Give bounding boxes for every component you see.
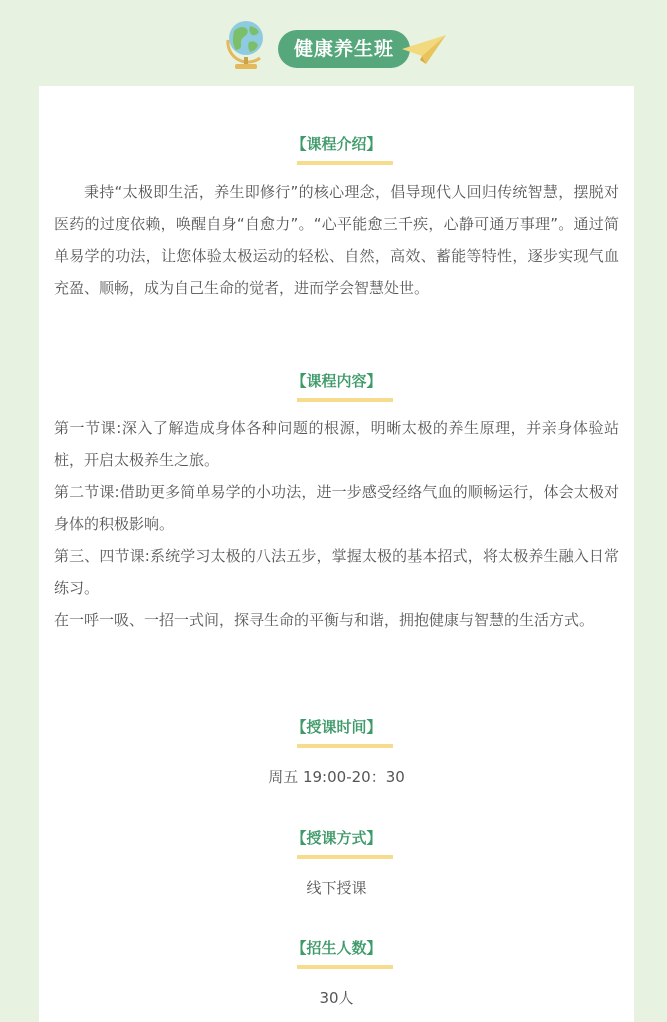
time-value: 周五 19:00-20：30 <box>268 768 405 786</box>
time-heading-underline <box>297 744 393 748</box>
intro-heading: 【课程介绍】 <box>291 135 382 153</box>
content-list <box>54 412 619 636</box>
header <box>0 0 667 84</box>
mode-heading-underline <box>297 855 393 859</box>
time-heading: 【授课时间】 <box>291 718 382 736</box>
content-item: 第一节课:深入了解造成身体各种问题的根源，明晰太极的养生原理，并亲身体验站桩，开启太极养生之旅。 <box>54 419 619 469</box>
content-item: 第三、四节课:系统学习太极的八法五步，掌握太极的基本招式，将太极养生融入日常练习。 <box>54 547 619 597</box>
enroll-heading: 【招生人数】 <box>291 939 382 957</box>
content-card <box>39 86 634 1022</box>
mode-value: 线下授课 <box>306 879 367 897</box>
paper-plane-icon <box>400 32 448 66</box>
content-item: 在一呼一吸、一招一式间，探寻生命的平衡与和谐，拥抱健康与智慧的生活方式。 <box>54 611 595 629</box>
content-item: 第二节课:借助更多简单易学的小功法，进一步感受经络气血的顺畅运行，体会太极对身体的积极影响。 <box>54 483 619 533</box>
intro-heading-underline <box>297 161 393 165</box>
enroll-value: 30人 <box>319 989 354 1007</box>
content-heading: 【课程内容】 <box>291 372 382 390</box>
intro-paragraph: 秉持“太极即生活，养生即修行”的核心理念，倡导现代人回归传统智慧，摆脱对医药的过度依赖，唤醒自身“自愈力”。“心平能愈三千疾，心静可通万事理”。通过简单易学的功法，让您体验太极运动的轻松、自然，高效、蓄能等特性，逐步实现气血充盈、顺畅，成为自己生命的觉者，进而学会智慧处世。 <box>54 183 619 297</box>
mode-heading: 【授课方式】 <box>291 829 382 847</box>
page-title: 健康养生班 <box>278 30 410 68</box>
enroll-heading-underline <box>297 965 393 969</box>
globe-icon <box>222 14 272 72</box>
content-heading-underline <box>297 398 393 402</box>
